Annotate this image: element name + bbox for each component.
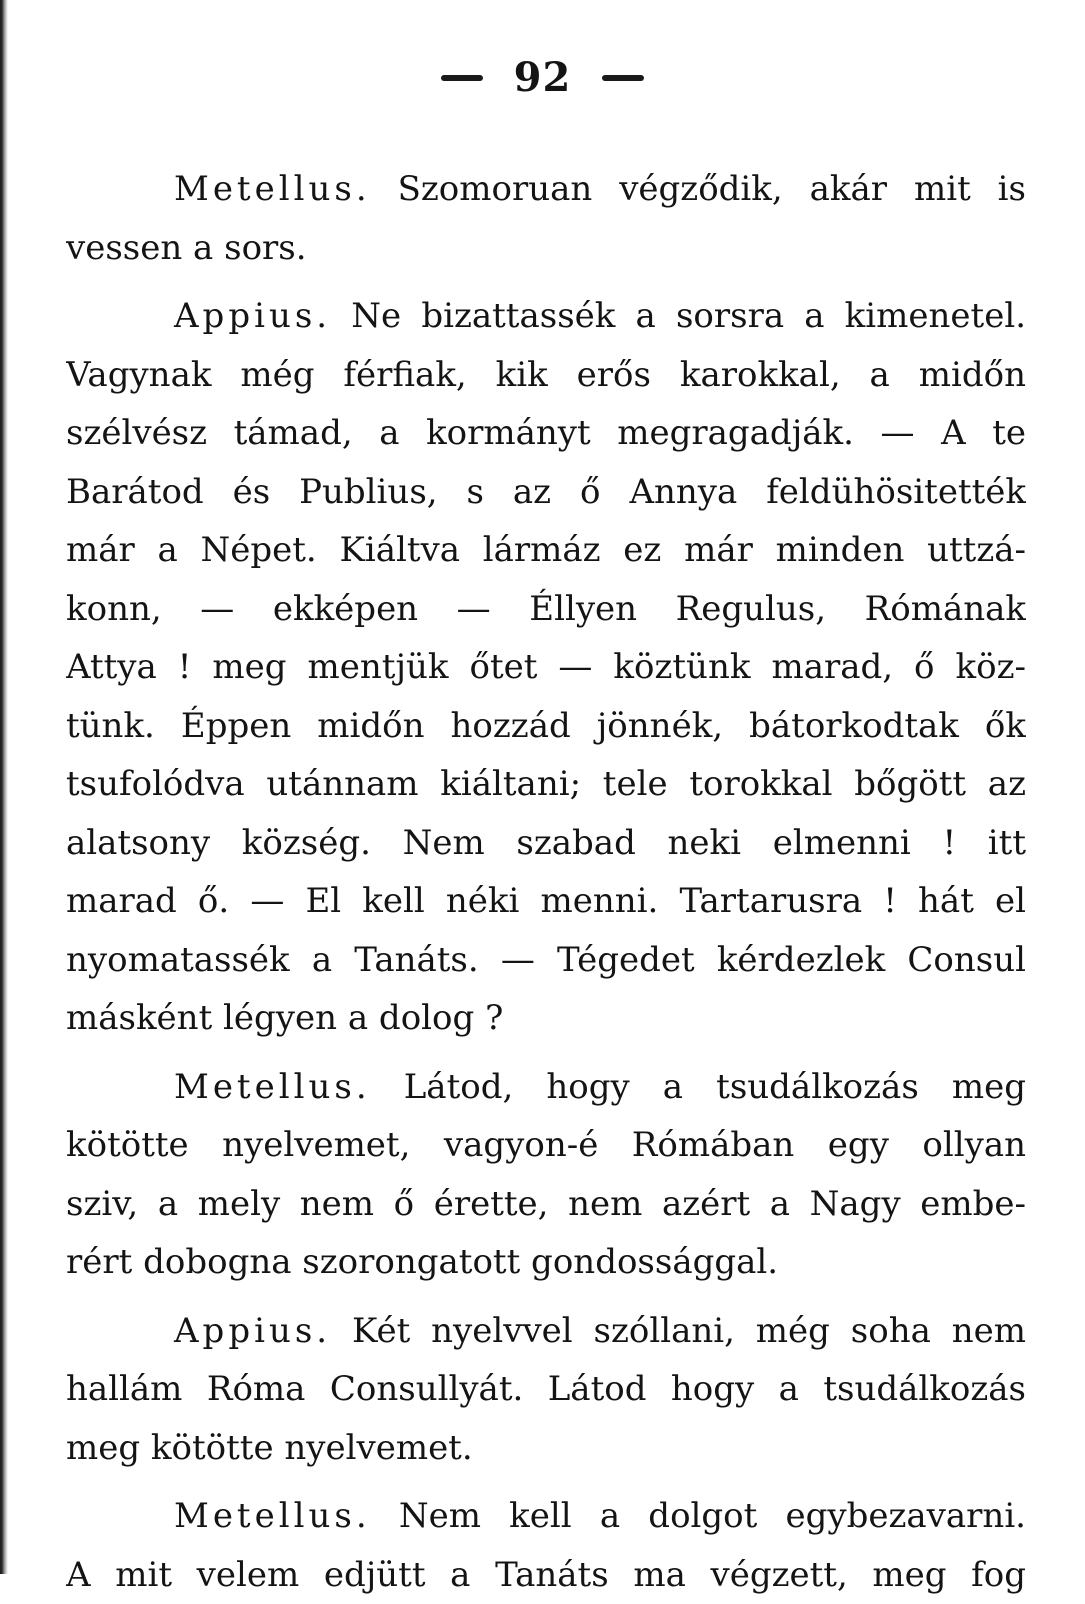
speaker-name: Metellus. xyxy=(174,169,371,209)
text-line: Barátod és Publius, s az ő Annya feldühösitették xyxy=(66,463,1026,522)
text-line: tünk. Éppen midőn hozzád jönnék, bátorkodtak ők xyxy=(66,697,1026,756)
text-line: Vagynak még férfiak, kik erős karokkal, a midőn xyxy=(66,346,1026,405)
text-line: sziv, a mely nem ő érette, nem azért a Nagy embe- xyxy=(66,1175,1026,1234)
text-line xyxy=(66,1487,1026,1546)
speaker-name: Appius. xyxy=(174,1311,331,1351)
line-text: Látod, hogy a tsudálkozás meg xyxy=(404,1067,1026,1107)
page-header xyxy=(0,48,1085,108)
speaker-name: Metellus. xyxy=(174,1067,371,1107)
text-line: tsufolódva utánnam kiáltani; tele torokkal bőgött az xyxy=(66,755,1026,814)
line-text: Nem kell a dolgot egybezavarni. xyxy=(399,1496,1026,1536)
text-line: konn, — ekképen — Éllyen Regulus, Rómának xyxy=(66,580,1026,639)
page-number: 92 xyxy=(514,48,572,108)
speaker-name: Appius. xyxy=(174,296,331,336)
text-line xyxy=(66,1058,1026,1117)
text-line: kötötte nyelvemet, vagyon-é Rómában egy ollyan xyxy=(66,1116,1026,1175)
text-line: meg kötötte nyelvemet. xyxy=(66,1419,1026,1478)
text-line: alatsony község. Nem szabad neki elmenni ! itt xyxy=(66,814,1026,873)
text-line: Attya ! meg mentjük őtet — köztünk marad, ő köz- xyxy=(66,638,1026,697)
body-text xyxy=(66,160,1026,1604)
text-line: másként légyen a dolog ? xyxy=(66,989,1026,1048)
right-ornament-dash xyxy=(602,75,644,81)
text-line: szélvész támad, a kormányt megragadják. — A te xyxy=(66,404,1026,463)
text-line: nyomatassék a Tanáts. — Tégedet kérdezlek Consul xyxy=(66,931,1026,990)
text-line: marad ő. — El kell néki menni. Tartarusra ! hát el xyxy=(66,872,1026,931)
text-line: hallám Róma Consullyát. Látod hogy a tsudálkozás xyxy=(66,1360,1026,1419)
text-line xyxy=(66,1302,1026,1361)
text-line: vessen a sors. xyxy=(66,219,1026,278)
line-text: Ne bizattassék a sorsra a kimenetel. xyxy=(351,296,1026,336)
text-line: A mit velem edjütt a Tanáts ma végzett, meg fog xyxy=(66,1546,1026,1604)
text-line: már a Népet. Kiáltva lármáz ez már minden uttzá- xyxy=(66,521,1026,580)
speaker-name: Metellus. xyxy=(174,1496,371,1536)
left-ornament-dash xyxy=(441,75,483,81)
text-line: rért dobogna szorongatott gondossággal. xyxy=(66,1233,1026,1292)
line-text: Szomoruan végződik, akár mit is xyxy=(398,169,1026,209)
text-line xyxy=(66,160,1026,219)
line-text: Két nyelvvel szóllani, még soha nem xyxy=(352,1311,1026,1351)
binding-edge xyxy=(0,0,8,1574)
text-line xyxy=(66,287,1026,346)
